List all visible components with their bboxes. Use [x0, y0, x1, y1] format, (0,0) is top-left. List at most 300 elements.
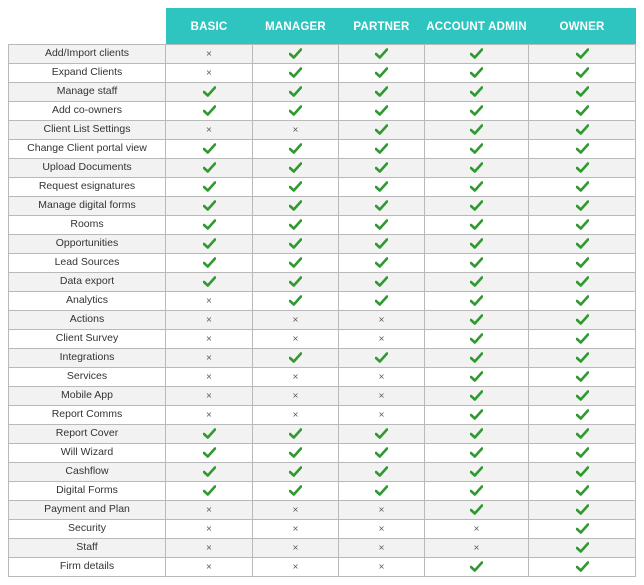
permission-cell	[166, 158, 253, 177]
table-row	[9, 557, 636, 576]
permission-cell	[253, 481, 339, 500]
permission-cell	[425, 139, 529, 158]
permission-cell	[529, 481, 636, 500]
permission-cell	[529, 44, 636, 63]
permission-name: Cashflow	[9, 462, 166, 481]
cross-icon: ×	[205, 409, 213, 419]
header-row	[9, 8, 636, 44]
check-icon	[576, 390, 589, 401]
permission-cell	[529, 348, 636, 367]
table-row	[9, 158, 636, 177]
permission-cell	[529, 424, 636, 443]
permission-cell	[425, 462, 529, 481]
permission-cell	[339, 443, 425, 462]
permission-cell	[529, 500, 636, 519]
permission-name: Request esignatures	[9, 177, 166, 196]
permission-name: Client List Settings	[9, 120, 166, 139]
permission-name: Upload Documents	[9, 158, 166, 177]
table-row	[9, 424, 636, 443]
check-icon	[470, 238, 483, 249]
cross-icon: ×	[378, 333, 385, 343]
permission-cell	[253, 253, 339, 272]
table-row	[9, 443, 636, 462]
table-header	[9, 8, 636, 44]
check-icon	[576, 124, 589, 135]
permission-cell	[339, 196, 425, 215]
check-icon	[203, 219, 216, 230]
permission-name: Will Wizard	[9, 443, 166, 462]
permission-cell	[339, 234, 425, 253]
permission-cell	[529, 63, 636, 82]
permission-cell	[529, 120, 636, 139]
check-icon	[289, 352, 302, 363]
check-icon	[375, 200, 388, 211]
check-icon	[470, 352, 483, 363]
permission-cell	[339, 44, 425, 63]
permissions-table	[8, 8, 636, 577]
permission-cell	[253, 386, 339, 405]
cross-icon: ×	[473, 523, 480, 533]
table-row	[9, 405, 636, 424]
check-icon	[470, 485, 483, 496]
check-icon	[289, 67, 302, 78]
permission-cell	[339, 158, 425, 177]
permission-name: Add co-owners	[9, 101, 166, 120]
permission-cell	[253, 44, 339, 63]
check-icon	[289, 447, 302, 458]
check-icon	[576, 352, 589, 363]
check-icon	[576, 143, 589, 154]
check-icon	[375, 219, 388, 230]
permission-cell	[425, 158, 529, 177]
check-icon	[289, 162, 302, 173]
check-icon	[576, 504, 589, 515]
permission-cell	[339, 519, 425, 538]
table-row	[9, 253, 636, 272]
check-icon	[470, 48, 483, 59]
permission-cell	[166, 557, 253, 576]
check-icon	[576, 200, 589, 211]
permission-cell	[166, 44, 253, 63]
permission-cell	[166, 443, 253, 462]
permission-cell	[529, 101, 636, 120]
check-icon	[576, 276, 589, 287]
permission-cell	[253, 215, 339, 234]
permission-name: Lead Sources	[9, 253, 166, 272]
cross-icon: ×	[292, 504, 299, 514]
permission-cell	[425, 196, 529, 215]
permission-cell	[425, 177, 529, 196]
permission-cell	[339, 82, 425, 101]
permission-cell	[253, 500, 339, 519]
permission-cell	[425, 253, 529, 272]
check-icon	[375, 466, 388, 477]
check-icon	[470, 162, 483, 173]
permission-cell	[253, 63, 339, 82]
check-icon	[470, 390, 483, 401]
cross-icon: ×	[292, 523, 299, 533]
permission-cell	[425, 405, 529, 424]
permission-cell	[166, 101, 253, 120]
check-icon	[576, 333, 589, 344]
check-icon	[470, 257, 483, 268]
permission-cell	[166, 139, 253, 158]
permission-cell	[425, 120, 529, 139]
permission-cell	[166, 481, 253, 500]
permission-column-header	[9, 8, 166, 44]
check-icon	[470, 219, 483, 230]
permission-cell	[339, 291, 425, 310]
permission-name: Rooms	[9, 215, 166, 234]
permission-cell	[339, 538, 425, 557]
permission-cell	[425, 272, 529, 291]
check-icon	[289, 485, 302, 496]
check-icon	[375, 257, 388, 268]
cross-icon: ×	[205, 371, 213, 381]
cross-icon: ×	[378, 314, 385, 324]
permission-cell	[529, 310, 636, 329]
table-row	[9, 101, 636, 120]
check-icon	[375, 86, 388, 97]
check-icon	[470, 124, 483, 135]
table-row	[9, 177, 636, 196]
cross-icon: ×	[292, 371, 299, 381]
check-icon	[203, 86, 216, 97]
check-icon	[375, 124, 388, 135]
check-icon	[375, 276, 388, 287]
permission-cell	[166, 519, 253, 538]
check-icon	[470, 143, 483, 154]
permission-name: Firm details	[9, 557, 166, 576]
permission-cell	[166, 405, 253, 424]
permission-cell	[166, 177, 253, 196]
table-row	[9, 120, 636, 139]
check-icon	[470, 67, 483, 78]
table-row	[9, 139, 636, 158]
permission-cell	[166, 120, 253, 139]
permission-cell	[253, 139, 339, 158]
check-icon	[470, 200, 483, 211]
permission-name: Digital Forms	[9, 481, 166, 500]
check-icon	[375, 48, 388, 59]
check-icon	[289, 105, 302, 116]
check-icon	[203, 162, 216, 173]
permission-cell	[166, 63, 253, 82]
permission-cell	[339, 253, 425, 272]
permission-cell	[339, 120, 425, 139]
cross-icon: ×	[205, 542, 213, 552]
permission-cell	[529, 196, 636, 215]
check-icon	[375, 238, 388, 249]
check-icon	[289, 181, 302, 192]
permission-cell	[166, 329, 253, 348]
check-icon	[203, 200, 216, 211]
permission-cell	[529, 519, 636, 538]
permission-cell	[425, 215, 529, 234]
permission-cell	[339, 367, 425, 386]
permission-cell	[529, 538, 636, 557]
check-icon	[470, 561, 483, 572]
cross-icon: ×	[292, 390, 299, 400]
cross-icon: ×	[205, 295, 213, 305]
table-row	[9, 310, 636, 329]
cross-icon: ×	[378, 542, 385, 552]
table-row	[9, 462, 636, 481]
column-header-owner: OWNER	[529, 8, 636, 44]
permission-cell	[339, 177, 425, 196]
permission-cell	[425, 234, 529, 253]
cross-icon: ×	[378, 371, 385, 381]
column-header-partner: PARTNER	[339, 8, 425, 44]
cross-icon: ×	[292, 542, 299, 552]
permission-cell	[166, 253, 253, 272]
column-header-account-admin: ACCOUNT ADMIN	[425, 8, 529, 44]
permissions-table-container	[8, 8, 636, 577]
permission-cell	[339, 481, 425, 500]
check-icon	[375, 67, 388, 78]
permission-name: Manage digital forms	[9, 196, 166, 215]
table-row	[9, 215, 636, 234]
column-header-manager: MANAGER	[253, 8, 339, 44]
check-icon	[576, 257, 589, 268]
permission-cell	[425, 519, 529, 538]
permission-cell	[166, 234, 253, 253]
permission-cell	[339, 557, 425, 576]
permission-cell	[253, 234, 339, 253]
column-header-basic: BASIC	[166, 8, 253, 44]
permission-cell	[529, 177, 636, 196]
table-row	[9, 329, 636, 348]
permission-cell	[166, 424, 253, 443]
check-icon	[289, 466, 302, 477]
permission-cell	[166, 291, 253, 310]
check-icon	[203, 181, 216, 192]
table-row	[9, 367, 636, 386]
table-row	[9, 44, 636, 63]
permission-cell	[253, 310, 339, 329]
check-icon	[470, 447, 483, 458]
permission-cell	[529, 443, 636, 462]
permission-cell	[166, 82, 253, 101]
permission-name: Report Cover	[9, 424, 166, 443]
check-icon	[203, 143, 216, 154]
check-icon	[576, 542, 589, 553]
cross-icon: ×	[205, 390, 213, 400]
check-icon	[203, 447, 216, 458]
check-icon	[576, 162, 589, 173]
check-icon	[470, 314, 483, 325]
permission-cell	[253, 291, 339, 310]
check-icon	[203, 276, 216, 287]
cross-icon: ×	[205, 48, 213, 58]
permission-cell	[529, 139, 636, 158]
permission-cell	[425, 291, 529, 310]
check-icon	[375, 447, 388, 458]
check-icon	[576, 86, 589, 97]
check-icon	[576, 523, 589, 534]
permission-cell	[529, 234, 636, 253]
permission-cell	[529, 329, 636, 348]
table-row	[9, 386, 636, 405]
permission-cell	[529, 462, 636, 481]
permission-cell	[253, 272, 339, 291]
check-icon	[375, 105, 388, 116]
check-icon	[289, 257, 302, 268]
permission-cell	[253, 424, 339, 443]
check-icon	[470, 504, 483, 515]
permission-cell	[339, 101, 425, 120]
permission-cell	[425, 443, 529, 462]
check-icon	[375, 181, 388, 192]
permission-cell	[339, 310, 425, 329]
permission-cell	[339, 139, 425, 158]
permission-cell	[253, 82, 339, 101]
check-icon	[289, 86, 302, 97]
permission-name: Change Client portal view	[9, 139, 166, 158]
check-icon	[576, 181, 589, 192]
check-icon	[576, 371, 589, 382]
check-icon	[289, 276, 302, 287]
permission-cell	[529, 291, 636, 310]
check-icon	[576, 219, 589, 230]
check-icon	[470, 181, 483, 192]
permission-cell	[425, 424, 529, 443]
check-icon	[470, 105, 483, 116]
permission-name: Actions	[9, 310, 166, 329]
permission-cell	[166, 500, 253, 519]
cross-icon: ×	[378, 390, 385, 400]
check-icon	[470, 371, 483, 382]
check-icon	[470, 333, 483, 344]
permission-cell	[166, 196, 253, 215]
permission-name: Analytics	[9, 291, 166, 310]
check-icon	[289, 295, 302, 306]
check-icon	[375, 352, 388, 363]
permission-cell	[166, 538, 253, 557]
permission-cell	[425, 101, 529, 120]
table-row	[9, 63, 636, 82]
cross-icon: ×	[292, 333, 299, 343]
permission-cell	[339, 386, 425, 405]
check-icon	[470, 295, 483, 306]
permission-cell	[253, 443, 339, 462]
table-body	[9, 44, 636, 576]
permission-cell	[425, 386, 529, 405]
permission-cell	[425, 481, 529, 500]
check-icon	[576, 485, 589, 496]
permission-cell	[339, 405, 425, 424]
permission-cell	[425, 348, 529, 367]
permission-cell	[425, 538, 529, 557]
permission-cell	[339, 215, 425, 234]
permission-name: Services	[9, 367, 166, 386]
permission-cell	[425, 367, 529, 386]
check-icon	[203, 428, 216, 439]
permission-cell	[253, 101, 339, 120]
permission-cell	[253, 367, 339, 386]
check-icon	[576, 295, 589, 306]
table-row	[9, 234, 636, 253]
check-icon	[576, 409, 589, 420]
permission-cell	[529, 253, 636, 272]
permission-cell	[339, 424, 425, 443]
check-icon	[470, 466, 483, 477]
permission-cell	[529, 272, 636, 291]
permission-cell	[339, 500, 425, 519]
permission-cell	[166, 386, 253, 405]
check-icon	[576, 48, 589, 59]
permission-cell	[253, 348, 339, 367]
permission-cell	[253, 557, 339, 576]
cross-icon: ×	[205, 352, 213, 362]
permission-name: Payment and Plan	[9, 500, 166, 519]
permission-cell	[166, 348, 253, 367]
check-icon	[576, 105, 589, 116]
permission-name: Integrations	[9, 348, 166, 367]
cross-icon: ×	[205, 561, 213, 571]
permission-cell	[339, 329, 425, 348]
permission-name: Expand Clients	[9, 63, 166, 82]
table-row	[9, 291, 636, 310]
permission-cell	[253, 120, 339, 139]
permission-name: Security	[9, 519, 166, 538]
cross-icon: ×	[378, 561, 385, 571]
check-icon	[289, 428, 302, 439]
permission-cell	[529, 82, 636, 101]
permission-cell	[253, 538, 339, 557]
cross-icon: ×	[292, 124, 299, 134]
cross-icon: ×	[292, 409, 299, 419]
check-icon	[375, 143, 388, 154]
check-icon	[203, 466, 216, 477]
permission-cell	[166, 310, 253, 329]
permission-cell	[166, 462, 253, 481]
check-icon	[375, 162, 388, 173]
table-row	[9, 519, 636, 538]
check-icon	[289, 200, 302, 211]
permission-cell	[425, 310, 529, 329]
permission-cell	[253, 462, 339, 481]
check-icon	[576, 447, 589, 458]
permission-cell	[425, 500, 529, 519]
cross-icon: ×	[205, 333, 213, 343]
check-icon	[203, 238, 216, 249]
table-row	[9, 500, 636, 519]
permission-cell	[529, 386, 636, 405]
check-icon	[470, 276, 483, 287]
table-row	[9, 272, 636, 291]
permission-name: Report Comms	[9, 405, 166, 424]
cross-icon: ×	[292, 561, 299, 571]
check-icon	[576, 428, 589, 439]
table-row	[9, 82, 636, 101]
permission-cell	[425, 557, 529, 576]
permission-cell	[529, 215, 636, 234]
check-icon	[203, 105, 216, 116]
permission-cell	[339, 272, 425, 291]
permission-cell	[425, 44, 529, 63]
table-row	[9, 481, 636, 500]
check-icon	[576, 314, 589, 325]
permission-name: Mobile App	[9, 386, 166, 405]
check-icon	[203, 257, 216, 268]
cross-icon: ×	[378, 504, 385, 514]
check-icon	[576, 67, 589, 78]
cross-icon: ×	[473, 542, 480, 552]
check-icon	[576, 238, 589, 249]
check-icon	[289, 219, 302, 230]
cross-icon: ×	[205, 67, 213, 77]
